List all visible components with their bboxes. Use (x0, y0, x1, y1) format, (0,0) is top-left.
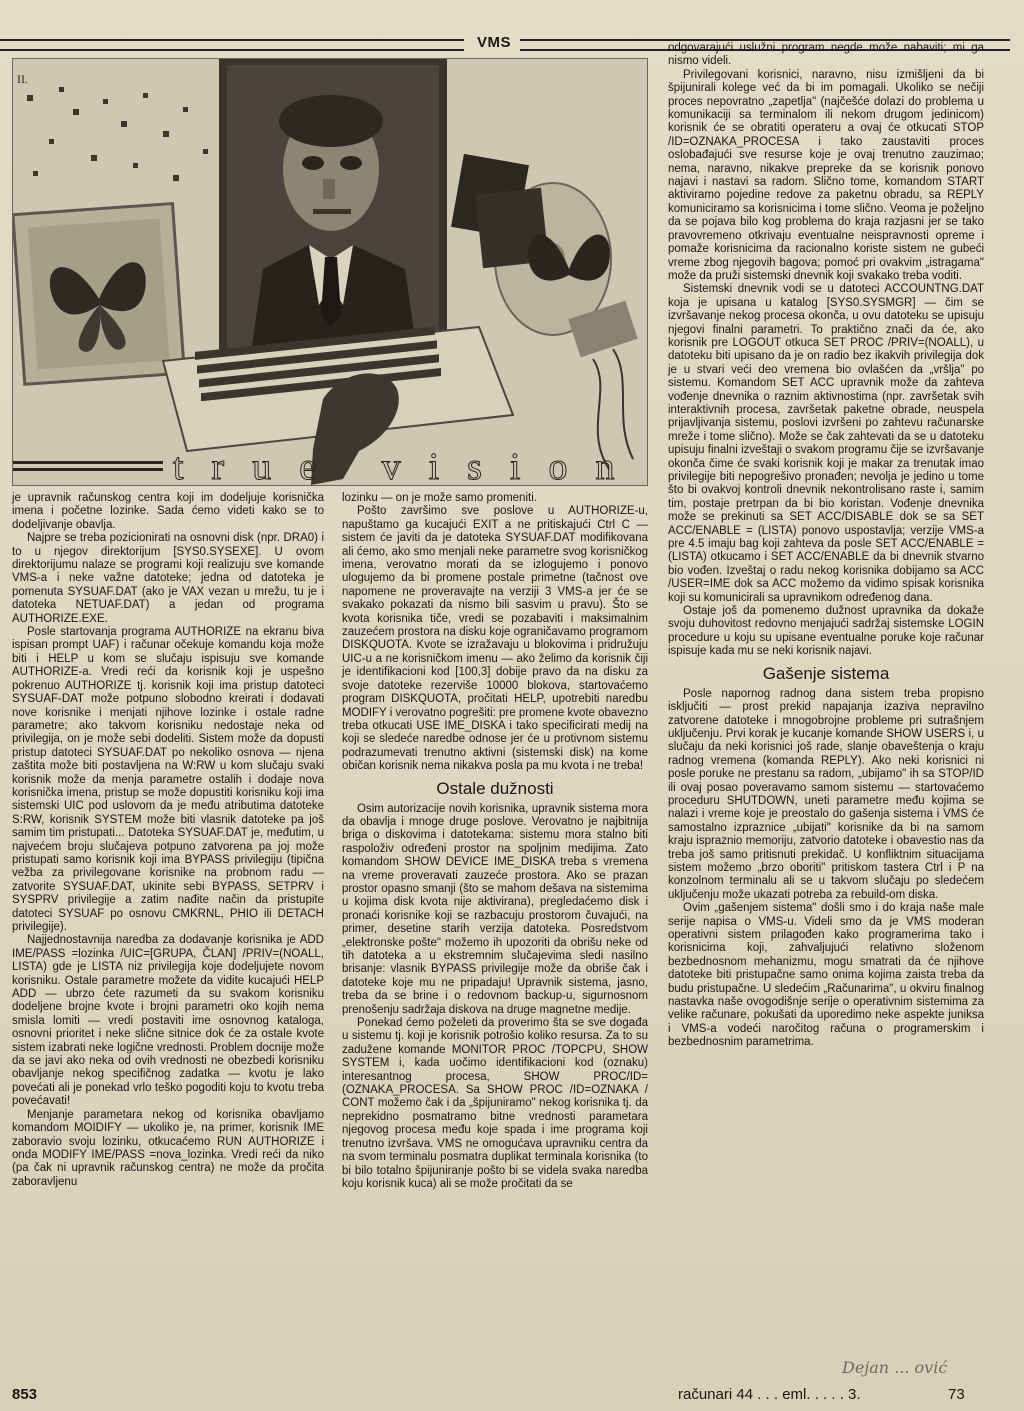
paragraph: Menjanje parametara nekog od korisnika obavljamo komandom MOIDIFY — ukoliko je, na primer, korisnik IME zaboravio svoju lozinku, otkucaćemo RUN AUTHORIZE i onda MODIFY IME/PASS =nova_lozinka. Vredi reći da niko (pa čak ni upravnik računskog centra) ne može da pročita zaboravljenu (12, 1108, 324, 1188)
paragraph: Ovim „gašenjem sistema" došli smo i do kraja naše male serije napisa o VMS-u. Videli smo da je VMS moderan operativni sistem prilagođen kako programerima tako i korisnicima koji, zahvaljujući relativno složenom bezbednosnom mehanizmu, mogu smatrati da će njihove datoteke biti pristupačne samo onima kojima zaista treba da budu pristupačne. U sledećim „Računarima", u okviru finalnog nastavka naše ovogodišnje serije o operativnim sistemima za velike računare, pokušati da uporedimo neke aspekte juniksa i VMS-a vodeći naročitog računa o programerskim i bezbednosnim parametrima. (668, 902, 984, 1049)
paragraph: Pošto završimo sve poslove u AUTHORIZE-u, napuštamo ga kucajući EXIT a ne pritiskajući Ctrl C — sistem će javiti da je datoteka SYSUAF.DAT modifikovana ali ćemo, ako smo menjali neke parametre svog korisničkog imena, verovatno morati da se izlogujemo i ponovo ulogujemo da bi promene postale primetne (tačnost ove napomene ne proveravajte na verziji 3 VMS-a jer će se svakako pokazati da nismo bili sasvim u pravu). Što se kvota korisnika tiče, vredi se pozabaviti i maksimalnim zauzećem prostora na disku koje ograničavamo programom DISKQUOTA. Kvote se izražavaju u blokovima i pridružuju UIC-u a ne korisničkom imenu — ako želimo da korisnik čiji je identifikacioni kod [100,3] dobije pravo da na disku za svoje datoteke rezerviše 10000 blokova, startovaćemo program DISKQUOTA, pročitati HELP, upotrebiti naredbu MODIFY i verovatno pogrešiti: pre promene kvote obavezno treba otkucati USE IME_DISKA i tako specificirati medij na koji se sledeće naredbe odnose jer će u protivnom sistemu podrazumevati trenutno aktivni (sistemski disk) na kome običan korisnik nema nikakva posla pa mu kvota i ne treba! (342, 505, 648, 773)
paragraph: Privilegovani korisnici, naravno, nisu izmišljeni da bi špijunirali kolege već da bi im pomagali. Ukoliko se nečiji proces nepovratno „zapetlja" (najčešće dolazi do problema u komunikaciji sa terminalom ili nekom drugom jedinicom) korisnik će se obratiti operateru a ovaj će otkucati STOP /ID=OZNAKA_PROCESA i tako zaustaviti proces oslobađajući sve resurse koje je ovaj trenutno zauzimao; nema, naravno, nikakve prepreke da se korisnik ponovo najavi i nastavi sa radom. Slično tome, komandom START aktiviramo pojedine redove za paketnu obradu, sa REPLY komuniciramo sa korisnicima i tome slično. Veoma je poželjno da se pojava bilo kog problema do kraja razjasni jer se tako pravovremeno otkrivaju eventualne neispravnosti opreme i pomaže korisnicima da racionalno koriste sistem ne gubeći vreme zbog njegovih bagova; pomoć pri ovakvim „istragama" može da pruži sistemski dnevnik koji svakako treba voditi. (668, 68, 984, 282)
page-footer (0, 1386, 1024, 1406)
issue-number: 73 (948, 1386, 965, 1403)
section-heading: Gašenje sistema (762, 663, 890, 683)
photo-corner-mark: II. (17, 72, 28, 86)
photo-caption: true vision (173, 446, 643, 485)
article-column-2 (342, 492, 648, 1191)
paragraph: Najpre se treba pozicionirati na osnovni disk (npr. DRA0) i to u njegov direktorijum [SYS0.SYSEXE]. U ovom direktorijumu nalaze se programi koji realizuju sve komande VMS-a i neke važne datoteke; jedna od datoteka je pomenuta SYSUAF.DAT (ako je VAX vezan u mrežu, tu je i datoteka NETUAF.DAT) a jedan od programa AUTHORIZE.EXE. (12, 532, 324, 625)
paragraph: Ponekad ćemo poželeti da proverimo šta se sve događa u sistemu tj. koji je korisnik potrošio koliko resursa. Za to su zadužene komande MONITOR PROC /TOPCPU, SHOW SYSTEM i, kada uočimo identifikacioni kod (oznaku) interesantnog procesa, SHOW PROC/ID=(OZNAKA_PROCESA. Sa SHOW PROC /ID=OZNAKA / CONT možemo čak i da „špijuniramo" nekog korisnika tj. da neprekidno posmatramo bitne vrednosti parametara njegovog procesa među koje spada i ime programa koji trenutno izvršava. VMS ne omogućava upravniku centra da na svom terminalu posmatra duplikat terminala korisnika (to bi bilo totalno špijuniranje pošto bi se videla svaka naredba koju korisnik kuca) ali se može pročitati da se (342, 1017, 648, 1190)
page-number: 853 (12, 1386, 38, 1403)
paragraph: Sistemski dnevnik vodi se u datoteci ACCOUNTNG.DAT koja je upisana u katalog [SYS0.SYSMGR] — čim se izvršavanje nekog procesa okonča, u ovu datoteku se upisuju njegovi finalni parametri. To praktično znači da će, ako korisnik pre LOGOUT otkuca SET PROC /PRIV=(NOALL), u datoteku biti upisano da je on radio bez ikakvih privilegija dok je u stvari veći deo vremena bio ovlašćen da „vršlja" po sistemu. Komandom SET ACC upravnik može da zahteva vođenje dnevnika o raznim aktivnostima (npr. završetak svih interaktivnih procesa, završetak paketne obrade, neuspela prijavljivanja sistemu, poslovi izvršeni po zahtevu računarske mreže i tome slično). Može se čak zahtevati da se u datoteku upisuju finalni izveštaji o svakom programu čije se izvršavanje okonča čime će svaki korisnik koji je makar za trenutak imao privilegije biti nepogrešivo pronađen; nevolja je jedino u tome što bi ovakvoj kontroli dnevnik nekontrolisano raste i, samim tim, postaje pretrpan da bi bio koristan. Vođenje dnevnika može se prekinuti sa SET ACC/DISABLE dok se sa SET ACC/ENABLE = (LISTA) ponovo uspostavlja; verzije VMS-a pre 4.5 imaju bag koji zahteva da posle SET ACC/ENABLE = (LISTA) otkucamo i SET ACC/ENABLE da bi dnevnik stvarno bio vođen. Izveštaj o radu nekog korisnika dobijamo sa ACC /USER=IME dok sa ACC možemo da vidimo spisak korisnika koji su komunicirali sa upravnikom određenog dana. (668, 283, 984, 604)
paragraph: Najjednostavnija naredba za dodavanje korisnika je ADD IME/PASS =lozinka /UIC=[GRUPA, ČLAN] /PRIV=(NOALL, LISTA) gde je LISTA niz privilegija koje dodeljujete novom korisniku. Ostale parametre možete da vidite kucajući HELP ADD — ubrzo ćete razumeti da su svakom korisniku dodeljene brojne kvote i brojni parametri oko kojih nema smisla lomiti — vredi postaviti ime osnovnog kataloga, osnovni prioritet i neke slične sitnice dok će za ostale kvote sistem izabrati neke logične vrednosti. Problem docnije može da se javi ako neka od ovih vrednosti ne obezbedi korisniku obavljanje nekog specifičnog zadatka — kvotu je lako povećati ali je ponekad vrlo teško pogoditi koju to kvotu treba povećavati! (12, 934, 324, 1108)
article-column-3 (668, 42, 984, 1050)
author-byline: Dejan ... ović (842, 1358, 948, 1377)
paragraph: Osim autorizacije novih korisnika, upravnik sistema mora da obavlja i mnoge druge poslove. Verovatno je najbitnija briga o diskovima i datotekama: sistemu mora stalno biti raspoloživ određeni prostor na spoljnim medijima. Zato komandom SHOW DEVICE IME_DISKA treba s vremena na vreme proveravati zauzeće prostora. Ako se prazan prostor opasno smanji (što se mahom dešava na sistemima u kojima disk kvota nije aktivirana), pregledaćemo disk i pronaći korisnike koji se razbacuju prostorom čuvajući, na primer, desetine starih verzija datoteka. Posredstvom „elektronske pošte" možemo ih upozoriti da obrišu neke od tih datoteka a u ekstremnim slučajevima sledi nasilno brisanje: vlasnik BYPASS privilegije može da obriše čak i datoteke koje mu ne pripadaju! Upravnik sistema, jasno, treba da se brine i o redovnom backup-u, sigurnosnom prenošenju sadržaja diskova na druge magnetne medije. (342, 802, 648, 1016)
article-column-1 (12, 492, 324, 1189)
magazine-issue-line: računari 44 . . . eml. . . . . 3. (678, 1386, 861, 1403)
header-title: VMS (476, 34, 511, 51)
section-heading: Ostale dužnosti (436, 778, 554, 798)
paragraph: lozinku — on je može samo promeniti. (342, 492, 537, 504)
paragraph: je upravnik računskog centra koji im dodeljuje korisnička imena i početne lozinke. Sada ćemo videti kako se to dodeljivanje obavlja. (12, 492, 324, 531)
article-photo (12, 58, 648, 486)
paragraph: odgovarajući uslužni program negde može nabaviti; mi ga nismo videli. (668, 42, 984, 68)
header-rule-left (0, 39, 464, 51)
paragraph: Posle napornog radnog dana sistem treba propisno isključiti — prost prekid napajanja izaziva nepravilno zatvorene datoteke i mnogobrojne probleme pri sutrašnjem uključenju. Prvi korak je kucanje komande SHOW USERS i, u slučaju da neki korisnici još rade, slanje obaveštenja o kraju radnog vremena (komanda REPLY). Ako neki korisnici ni posle poruke ne prestanu sa radom, „ubijamo" ih sa STOP/ID ili ovaj posao poveravamo samom sistemu — startovaćemo proceduru SHUTDOWN, uneti parametre među kojima se nalazi i vreme koje je preostalo do gašenja sistema i VMS će samostalno izpraznice „ubijati" korisnike da bi na samom kraju ispraznio memoriju, zatvorio datoteke i obavestio nas da treba još samo pritisnuti prekidač. U konfliktnim situacijama sistem možemo „brzo oboriti" pritiskom tastera Ctrl i P na konzolnom terminalu ali se u takvom slučaju po sledećem uključenju može ukazati potreba za rebuild-om diska. (668, 687, 984, 901)
paragraph: Ostaje još da pomenemo dužnost upravnika da dokaže svoju duhovitost redovno menjajući sadržaj sistemske LOGIN procedure u koju su upisane eventualne poruke koje računar ispisuje kada mu se neki korisnik najavi. (668, 605, 984, 658)
paragraph: Posle startovanja programa AUTHORIZE na ekranu biva ispisan prompt UAF) i računar očekuje komandu koja može biti i HELP u kom se slučaju ispisuju sve komande AUTHORIZE-a. Vredi reći da korisnik koji je uspešno pokrenuo AUTHORIZE tj. korisnik koji ima pristup datoteci SYSUAF-DAT može potpuno slobodno kreirati i dodavati nove korisnike i menjati njihove lozinke i ostale radne parametre; ako takvom korisniku nedostaje neka od privilegija, on je može sebi dodeliti. Sistem može da dopusti pristup datoteci SYSUAF.DAT po nekoliko osnova — njena zaštita može biti postavljena na W:RW u kom slučaju svaki korisnik može da menja parametre ostalih i dodaje nova korisnička imena, pristup se može dopustiti korisniku koji ima sistemski UIC pod uslovom da je među atributima datoteke S:RW, korisnik SYSTEM može biti vlasnik datoteke pa još samim tim pristupati... Datoteka SYSUAF.DAT je, međutim, u najvećem broju slučajeva potpuno zatvorena pa joj može pristupati samo korisnik koji ima BYPASS privilegiju (tipična vežba za privilegovane korisnike na probnom radu — zatvorite SYSUAF.DAT, ukinite sebi BYPASS, SETPRV i SYSPRV privilegije a zatim nađite način da pristupite datoteci SYSUAF po osnovu CMKRNL, PHIO ili DETACH privilegije). (12, 626, 324, 933)
